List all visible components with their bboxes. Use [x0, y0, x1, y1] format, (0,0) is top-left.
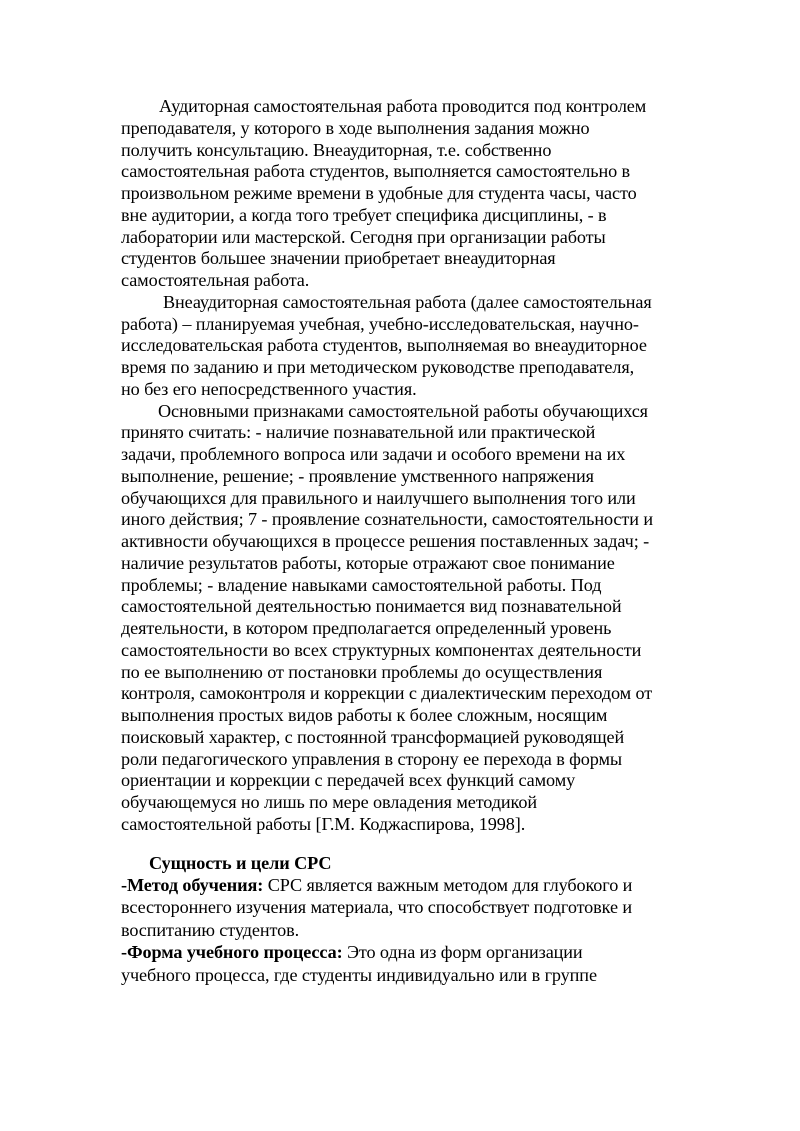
paragraph-line: самостоятельная работа студентов, выполняется самостоятельно в — [121, 161, 631, 182]
paragraph-line: Основными признаками самостоятельной работы обучающихся — [158, 400, 648, 421]
paragraph-line: время по заданию и при методическом руководстве преподавателя, — [121, 357, 635, 377]
paragraph-line: самостоятельности во всех структурных компонентах деятельности — [121, 639, 642, 660]
paragraph-line: исследовательская работа студентов, выполняемая во внеаудиторное — [121, 335, 647, 356]
list-item-teaching-method — [121, 875, 691, 943]
list-item-line — [121, 875, 691, 898]
paragraph-line: принято считать: - наличие познавательной или практической — [121, 422, 596, 443]
paragraph-line: самостоятельной деятельностью понимается вид познавательной — [121, 596, 622, 617]
paragraph-line: работа) – планируемая учебная, учебно-исследовательская, научно- — [121, 313, 639, 334]
paragraph-line: лаборатории или мастерской. Сегодня при организации работы — [121, 226, 606, 247]
paragraph-line: активности обучающихся в процессе решения поставленных задач; - — [121, 531, 650, 551]
section-spacer — [121, 836, 691, 853]
list-item-text: Это одна из форм организации — [342, 942, 583, 962]
paragraph-line: преподавателя, у которого в ходе выполнения задания можно — [121, 117, 590, 138]
paragraph-line: проблемы; - владение навыками самостоятельной работы. Под — [121, 574, 602, 595]
paragraph-line: поисковый характер, с постоянной трансформацией руководящей — [121, 726, 625, 747]
section-essence-and-goals — [121, 853, 691, 988]
list-item-line: всестороннего изучения материала, что способствует подготовке и — [121, 897, 633, 917]
paragraph-line: иного действия; 7 - проявление сознательности, самостоятельности и — [121, 509, 653, 530]
paragraph-line: контроля, самоконтроля и коррекции с диалектическим переходом от — [121, 683, 653, 704]
list-item-label: -Форма учебного процесса: — [121, 942, 343, 962]
paragraph-line: получить консультацию. Внеаудиторная, т.е. собственно — [121, 139, 552, 160]
paragraph-line: самостоятельная работа. — [121, 270, 310, 290]
paragraph-line: роли педагогического управления в сторону ее перехода в формы — [121, 748, 623, 769]
paragraph-line: деятельности, в котором предполагается определенный уровень — [121, 618, 612, 638]
paragraph-line: ориентации и коррекции с передачей всех функций самому — [121, 770, 576, 791]
paragraph-line: по ее выполнению от постановки проблемы до осуществления — [121, 661, 603, 682]
list-item-line: воспитанию студентов. — [121, 919, 300, 940]
list-item-text: СРС является важным методом для глубокого и — [263, 874, 633, 895]
paragraph-line: Внеаудиторная самостоятельная работа (далее самостоятельная — [163, 291, 652, 312]
section-heading: Сущность и цели СРС — [149, 852, 332, 873]
paragraph-line: студентов большее значении приобретает внеаудиторная — [121, 248, 556, 269]
paragraph-line: задачи, проблемного вопроса или задачи и особого времени на их — [121, 444, 626, 464]
paragraph-line: самостоятельной работы [Г.М. Коджаспирова, 1998]. — [121, 813, 526, 834]
list-item-learning-form — [121, 942, 691, 987]
list-item-line — [121, 942, 691, 965]
paragraph-extracurricular-definition — [121, 292, 691, 401]
paragraph-line: произвольном режиме времени в удобные для студента часы, часто — [121, 183, 637, 203]
paragraph-line: Аудиторная самостоятельная работа проводится под контролем — [159, 96, 647, 116]
paragraph-line: выполнение, решение; - проявление умственного напряжения — [121, 465, 594, 486]
list-item-line: учебного процесса, где студенты индивидуально или в группе — [121, 964, 597, 985]
paragraph-main-features — [121, 401, 691, 836]
document-body — [121, 96, 691, 987]
paragraph-line: но без его непосредственного участия. — [121, 378, 417, 399]
paragraph-line: наличие результатов работы, которые отражают свое понимание — [121, 552, 615, 573]
paragraph-classroom-work — [121, 96, 691, 292]
paragraph-line: выполнения простых видов работы к более сложным, носящим — [121, 705, 608, 725]
paragraph-line: вне аудитории, а когда того требует специфика дисциплины, - в — [121, 204, 607, 225]
paragraph-line: обучающихся для правильного и наилучшего выполнения того или — [121, 487, 636, 508]
list-item-label: -Метод обучения: — [121, 874, 264, 895]
paragraph-line: обучающемуся но лишь по мере овладения методикой — [121, 792, 537, 812]
